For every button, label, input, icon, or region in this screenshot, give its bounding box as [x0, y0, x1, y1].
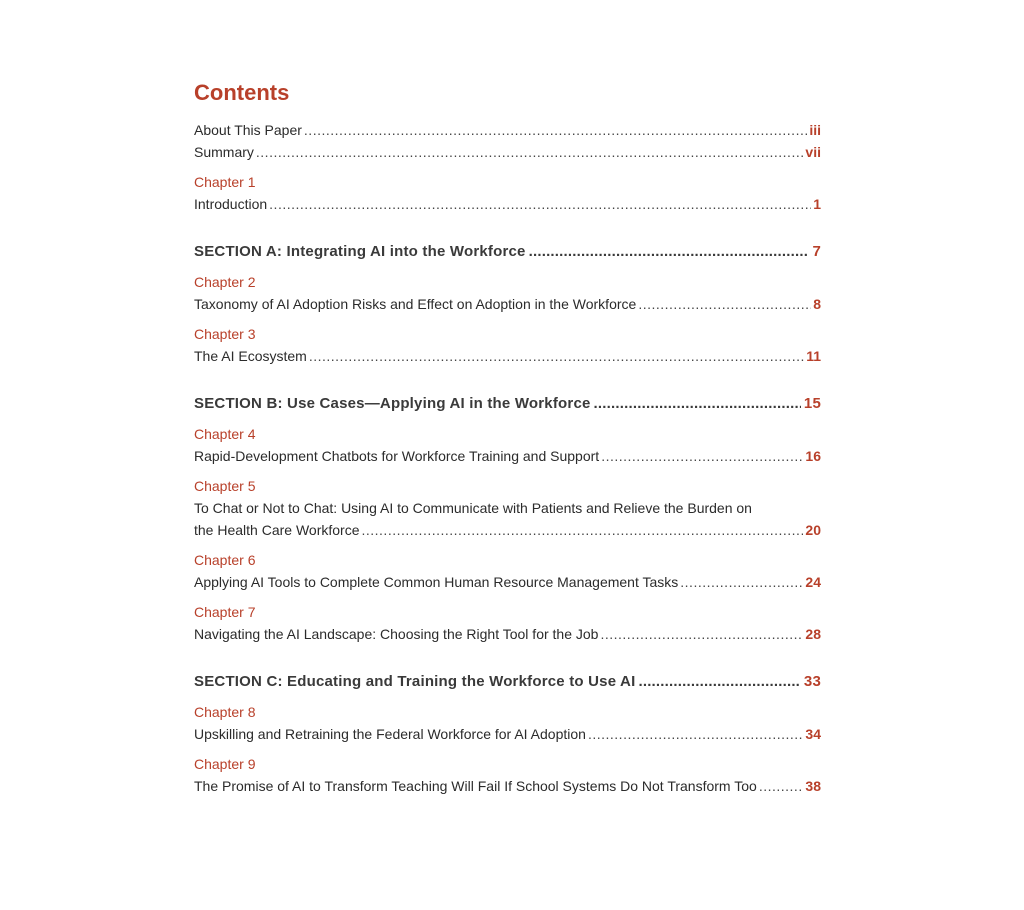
leader-dots — [759, 775, 804, 797]
toc-entry-chapter-9[interactable] — [194, 775, 821, 797]
toc-entry-text: the Health Care Workforce — [194, 522, 360, 538]
toc-page-number: vii — [805, 144, 821, 160]
toc-page-number: 33 — [803, 673, 821, 690]
toc-entry-chapter-5-line-1[interactable]: To Chat or Not to Chat: Using AI to Communicate with Patients and Relieve the Burden on — [194, 500, 752, 516]
toc-entry-text: About This Paper — [194, 122, 302, 138]
toc-page-number: 16 — [805, 448, 821, 464]
leader-dots — [529, 241, 810, 263]
chapter-label-6: Chapter 6 — [194, 552, 256, 568]
toc-page-number: 7 — [812, 243, 821, 260]
chapter-label-8: Chapter 8 — [194, 704, 256, 720]
section-heading: SECTION C: Educating and Training the Workforce to Use AI — [194, 673, 636, 690]
toc-entry-text: The Promise of AI to Transform Teaching Will Fail If School Systems Do Not Transform Too — [194, 778, 757, 794]
toc-section-a[interactable] — [194, 241, 821, 263]
leader-dots — [304, 119, 807, 141]
toc-page-number: 28 — [805, 626, 821, 642]
toc-entry-summary[interactable] — [194, 141, 821, 163]
front-matter — [194, 119, 821, 163]
chapter-label-5: Chapter 5 — [194, 478, 256, 494]
toc-entry-text: Taxonomy of AI Adoption Risks and Effect on Adoption in the Workforce — [194, 296, 637, 312]
toc-page-number: 15 — [803, 395, 821, 412]
page-title: Contents — [194, 80, 290, 105]
toc-entry-text: Upskilling and Retraining the Federal Workforce for AI Adoption — [194, 726, 586, 742]
toc-page-number: 1 — [813, 196, 821, 212]
toc-entry-chapter-8[interactable] — [194, 723, 821, 745]
toc-entry-text: Applying AI Tools to Complete Common Human Resource Management Tasks — [194, 574, 679, 590]
chapter-label-3: Chapter 3 — [194, 326, 256, 342]
chapter-label-7: Chapter 7 — [194, 604, 256, 620]
toc-page-number: 24 — [805, 574, 821, 590]
chapter-label-4: Chapter 4 — [194, 426, 256, 442]
leader-dots — [309, 345, 804, 367]
section-heading: SECTION B: Use Cases—Applying AI in the Workforce — [194, 395, 591, 412]
section-heading: SECTION A: Integrating AI into the Workforce — [194, 243, 526, 260]
toc-entry-chapter-6[interactable] — [194, 571, 821, 593]
leader-dots — [361, 519, 803, 541]
chapter-label-9: Chapter 9 — [194, 756, 256, 772]
leader-dots — [588, 723, 803, 745]
toc-page-number: 38 — [805, 778, 821, 794]
leader-dots — [638, 293, 811, 315]
toc-entry-text: Summary — [194, 144, 254, 160]
leader-dots — [594, 393, 801, 415]
toc-entry-about[interactable] — [194, 119, 821, 141]
leader-dots — [638, 671, 800, 693]
toc-entry-chapter-7[interactable] — [194, 623, 821, 645]
toc-page-number: 34 — [805, 726, 821, 742]
chapter-label-1: Chapter 1 — [194, 174, 256, 190]
toc-section-b[interactable] — [194, 393, 821, 415]
toc-section-c[interactable] — [194, 671, 821, 693]
toc-entry-text: Rapid-Development Chatbots for Workforce Training and Support — [194, 448, 600, 464]
leader-dots — [600, 623, 803, 645]
toc-entry-chapter-2[interactable] — [194, 293, 821, 315]
toc-entry-text: Navigating the AI Landscape: Choosing the Right Tool for the Job — [194, 626, 599, 642]
table-of-contents — [194, 80, 821, 797]
toc-page-number: 8 — [813, 296, 821, 312]
leader-dots — [269, 193, 811, 215]
toc-page-number: iii — [809, 122, 821, 138]
toc-entry-chapter-4[interactable] — [194, 445, 821, 467]
toc-entry-chapter-1[interactable] — [194, 193, 821, 215]
toc-entry-chapter-5[interactable] — [194, 519, 821, 541]
toc-page-number: 20 — [805, 522, 821, 538]
leader-dots — [601, 445, 803, 467]
toc-entry-chapter-3[interactable] — [194, 345, 821, 367]
chapter-label-2: Chapter 2 — [194, 274, 256, 290]
leader-dots — [256, 141, 804, 163]
toc-page-number: 11 — [806, 348, 821, 364]
toc-entry-text: The AI Ecosystem — [194, 348, 307, 364]
leader-dots — [680, 571, 803, 593]
toc-entry-text: Introduction — [194, 196, 268, 212]
